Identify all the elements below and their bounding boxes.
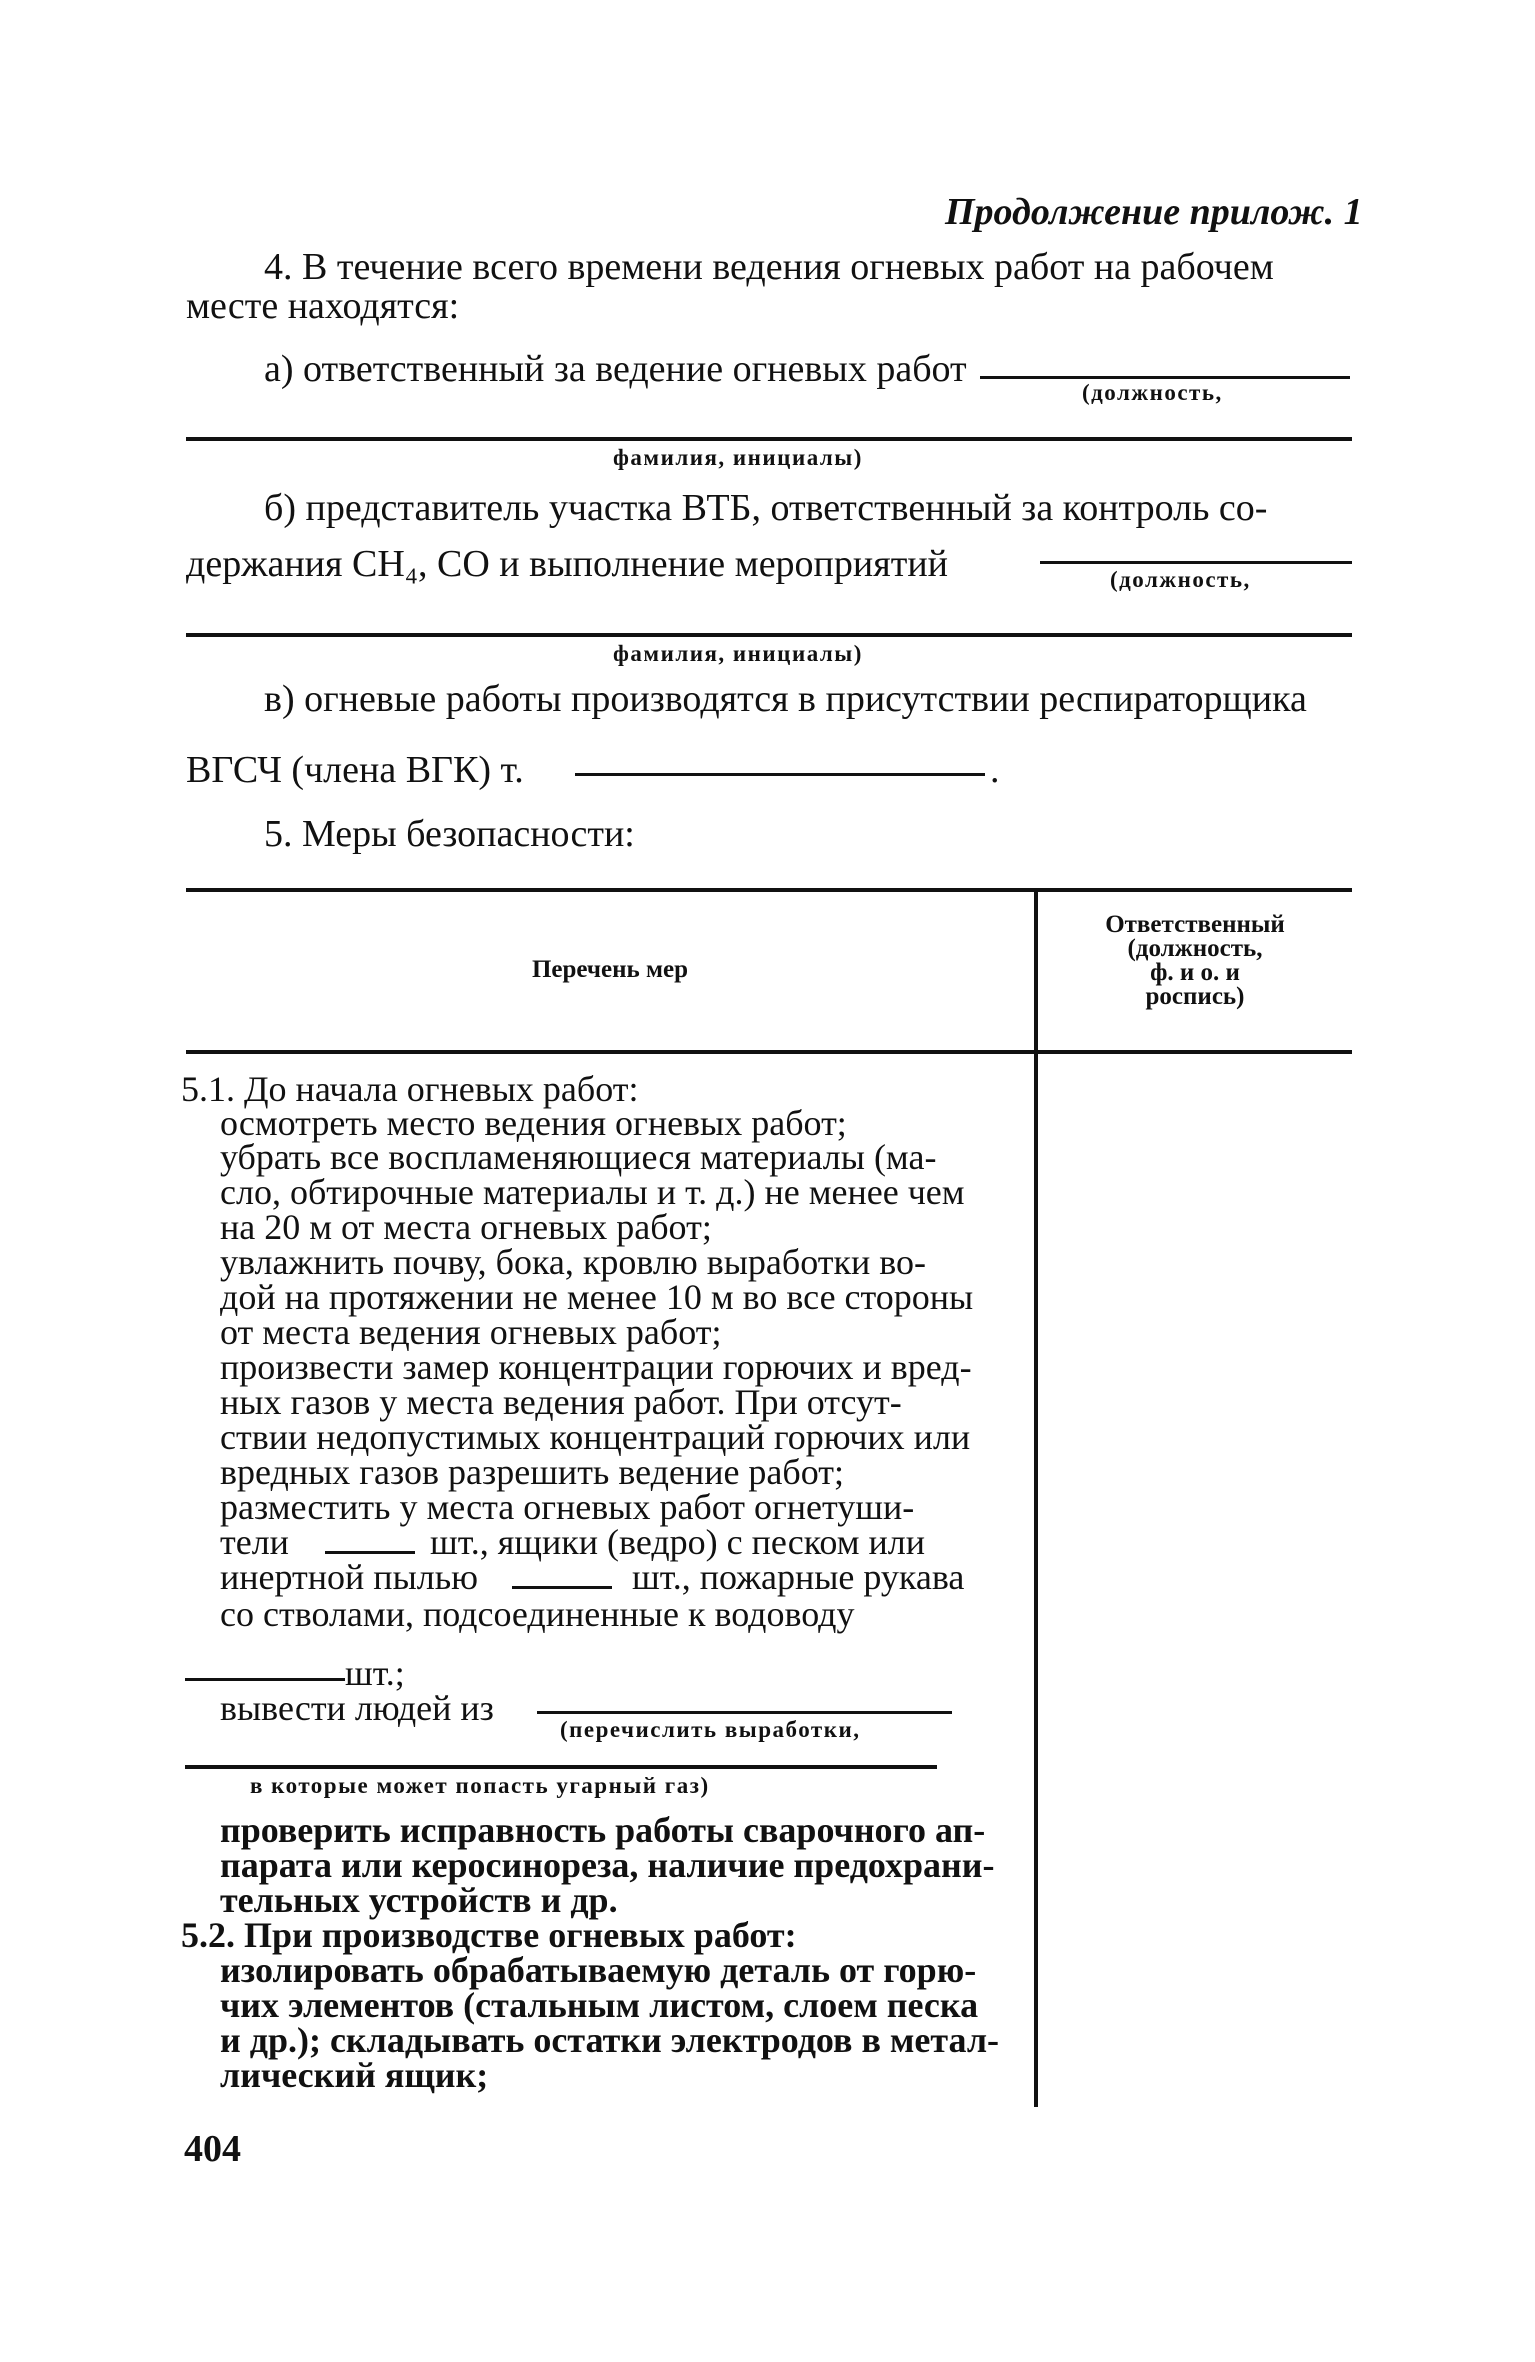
- table-column-divider: [1034, 892, 1038, 2107]
- table-line: и др.); складывать остатки электродов в метал-: [220, 2020, 1000, 2060]
- blank-line: [185, 1765, 937, 1769]
- table-line: со стволами, подсоединенные к водоводу: [220, 1594, 855, 1634]
- table-top-rule: [186, 888, 1352, 892]
- item-c-line2: ВГСЧ (члена ВГК) т.: [186, 749, 524, 791]
- caption-position: (должность,: [1110, 567, 1251, 592]
- table-line: изолировать обрабатываемую деталь от горю-: [220, 1950, 977, 1990]
- item-a-label: а) ответственный за ведение огневых работ: [264, 348, 967, 390]
- table-line: тельных устройств и др.: [220, 1880, 618, 1920]
- table-line: от места ведения огневых работ;: [220, 1312, 722, 1352]
- blank-line: [325, 1551, 415, 1554]
- item-b-line2: держания СН₄, СО и выполнение мероприятий: [186, 543, 948, 585]
- blank-line: [185, 1678, 345, 1681]
- period: .: [990, 749, 1000, 791]
- table-line: парата или керосинореза, наличие предохрани-: [220, 1845, 995, 1885]
- blank-line: [575, 773, 985, 776]
- caption-name: фамилия, инициалы): [613, 641, 863, 666]
- blank-line: [1040, 561, 1352, 564]
- table-header-measures: Перечень мер: [531, 956, 689, 983]
- table-line: тели: [220, 1522, 289, 1562]
- header-line: роспись): [1145, 983, 1245, 1010]
- header-line: (должность,: [1127, 935, 1263, 962]
- table-line: шт., ящики (ведро) с песком или: [430, 1522, 925, 1562]
- table-line: ствии недопустимых концентраций горючих или: [220, 1417, 971, 1457]
- section4-intro-line2: месте находятся:: [186, 285, 460, 327]
- blank-line: [186, 437, 1352, 441]
- table-line: произвести замер концентрации горючих и вред-: [220, 1347, 972, 1387]
- page-number: 404: [184, 2128, 241, 2170]
- section5-title: 5. Меры безопасности:: [264, 813, 635, 855]
- table-line: 5.2. При производстве огневых работ:: [181, 1915, 797, 1955]
- table-line: убрать все воспламеняющиеся материалы (ма-: [220, 1137, 937, 1177]
- item-c-line1: в) огневые работы производятся в присутствии респираторщика: [264, 678, 1307, 720]
- table-header-responsible: [1038, 913, 1352, 1009]
- caption-workings: (перечислить выработки,: [560, 1717, 861, 1742]
- table-line: шт.;: [345, 1653, 405, 1693]
- section4-intro-line1: 4. В течение всего времени ведения огневых работ на рабочем: [264, 246, 1274, 288]
- header-line: Ответственный: [1105, 911, 1285, 938]
- blank-line: [512, 1586, 612, 1589]
- table-line: сло, обтирочные материалы и т. д.) не менее чем: [220, 1172, 965, 1212]
- table-line: вредных газов разрешить ведение работ;: [220, 1452, 844, 1492]
- item-b-line1: б) представитель участка ВТБ, ответственный за контроль со-: [264, 487, 1268, 529]
- table-line: инертной пылью: [220, 1557, 479, 1597]
- table-line: дой на протяжении не менее 10 м во все стороны: [220, 1277, 974, 1317]
- table-line: на 20 м от места огневых работ;: [220, 1207, 712, 1247]
- table-line: осмотреть место ведения огневых работ;: [220, 1103, 847, 1143]
- table-line: разместить у места огневых работ огнетуши-: [220, 1487, 915, 1527]
- caption-workings: в которые может попасть угарный газ): [250, 1773, 710, 1798]
- table-line: шт., пожарные рукава: [632, 1557, 965, 1597]
- table-line: увлажнить почву, бока, кровлю выработки во-: [220, 1242, 926, 1282]
- table-line: проверить исправность работы сварочного ап-: [220, 1810, 986, 1850]
- table-line: 5.1. До начала огневых работ:: [181, 1069, 639, 1109]
- continuation-header: Продолжение прилож. 1: [945, 191, 1363, 233]
- blank-line: [537, 1711, 952, 1714]
- table-line: вывести людей из: [220, 1688, 494, 1728]
- header-line: ф. и о. и: [1150, 959, 1240, 986]
- caption-name: фамилия, инициалы): [613, 445, 863, 470]
- table-header-rule: [186, 1050, 1352, 1054]
- table-line: чих элементов (стальным листом, слоем песка: [220, 1985, 979, 2025]
- caption-position: (должность,: [1082, 380, 1223, 405]
- blank-line: [186, 633, 1352, 637]
- table-line: лический ящик;: [220, 2055, 489, 2095]
- blank-line: [980, 376, 1350, 379]
- table-line: ных газов у места ведения работ. При отсут-: [220, 1382, 902, 1422]
